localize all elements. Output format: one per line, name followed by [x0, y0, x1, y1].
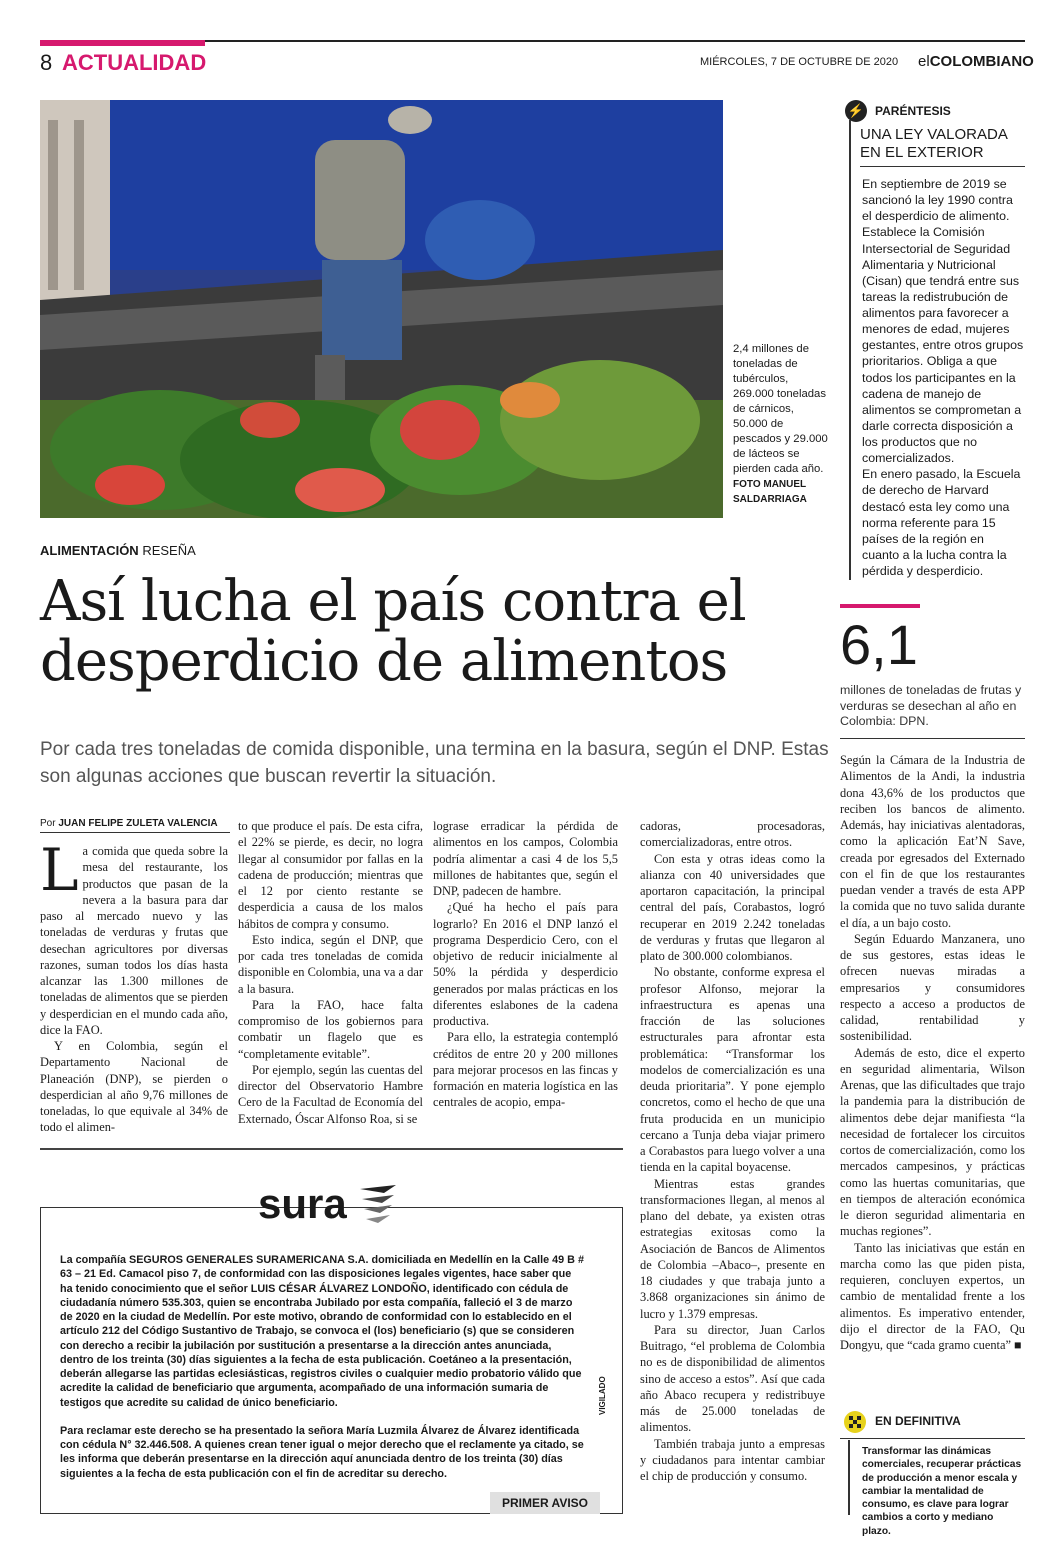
byline-prefix: Por	[40, 818, 56, 829]
sidebar-paragraph: En enero pasado, la Escuela de derecho de Harvard destacó esta ley como una norma referente para 15 países de la región en cuanto a la lucha contra la pérdida y desperdicio.	[862, 467, 1021, 578]
article-paragraph: Según la Cámara de la Industria de Alimentos de la Andi, la industria dona 43,6% de los productos que reciben los bancos de alimento. Además, hay iniciativas alentadoras, como la aplicación Eat’N Save, creada por egresados del Externado con el fin de que los restaurantes puedan vender a través de esta APP la comida que no tuvo salida durante el día, a un bajo costo.	[840, 753, 1025, 930]
article-paragraph: ¿Qué ha hecho el país para lograrlo? En 2016 el DNP lanzó el programa Desperdicio Cero, con el objetivo de reducir inicialmente al 50% la pérdida y desperdicio generados por malas prácticas en los diferentes eslabones de la cadena productiva.	[433, 900, 618, 1028]
headline: Así lucha el país contra el desperdicio de alimentos	[40, 569, 746, 695]
byline-name: JUAN FELIPE ZULETA VALENCIA	[58, 818, 218, 829]
article-column-2	[238, 818, 423, 1127]
article-paragraph: Y en Colombia, según el Departamento Nacional de Planeación (DNP), se pierden o desperdician al año 9,76 millones de toneladas, lo que equivale al 34% de todo el alimen-	[40, 1039, 228, 1135]
stat-description: millones de toneladas de frutas y verduras se desechan al año en Colombia: DPN.	[840, 683, 1022, 728]
legal-notice-text	[60, 1253, 585, 1495]
legal-paragraph: Para reclamar este derecho se ha presentado la señora María Luzmila Álvarez de Álvarez identificada con cédula N° 32.446.508. A quienes crean tener igual o mejor derecho que el reclamente ya citado, se les informa que deberán presentarse en la dirección aquí anunciada dentro de los treinta (30) días siguientes a la fecha de esta publicación con el fin de acreditar su derecho.	[60, 1424, 584, 1480]
article-paragraph: Por ejemplo, según las cuentas del director del Observatorio Hambre Cero de la Facultad de Economía del Externado, Óscar Alfonso Roa, si se	[238, 1062, 423, 1126]
summary-side-bar	[848, 1440, 850, 1515]
summary-rule	[840, 1438, 1025, 1439]
article-column-5	[840, 752, 1025, 1353]
dropcap: L	[40, 836, 79, 904]
sura-logo	[258, 1180, 398, 1231]
stat-value: 6,1	[840, 613, 918, 676]
article-paragraph: lograse erradicar la pérdida de alimentos en los campos, Colombia podría alimentar a casi 4 de los 5,5 millones de habitantes que, según el DNP, padecen de hambre.	[433, 819, 618, 898]
article-photo	[40, 100, 723, 518]
dateline: MIÉRCOLES, 7 DE OCTUBRE DE 2020	[700, 56, 899, 68]
logo-text: sura	[258, 1180, 347, 1227]
article-paragraph: to que produce el país. De esta cifra, el 22% se pierde, es decir, no logra llegar al consumidor por fallas en la cadena de producción; mientras que el 12 por ciento restante se desperdicia a causa de los malos hábitos de compra y consumo.	[238, 819, 423, 931]
sidebar-paragraph: En septiembre de 2019 se sancionó la ley 1990 contra el desperdicio de alimento. Establece la Comisión Intersectorial de Seguridad Alimentaria y Nutricional (Cisan) que tendrá entre sus tareas la redistrubución de alimentos para favorecer a menores de edad, mujeres gestantes, entre otros grupos prioritarios. Obliga a que todos los participantes en la cadena de manejo de alimentos se comprometan a darle correcta disposición a los productos que no comercializados.	[862, 177, 1024, 466]
notice-label: PRIMER AVISO	[490, 1492, 600, 1514]
masthead	[918, 53, 1034, 70]
photo-credit: FOTO MANUEL SALDARRIAGA	[733, 479, 807, 506]
article-paragraph	[40, 836, 228, 1038]
summary-text: Transformar las dinámicas comerciales, recuperar prácticas de producción a menor escala y cambiar la mentalidad de consumo, es clave para lograr cambios a corto y mediano plazo.	[862, 1446, 1022, 1537]
masthead-prefix: el	[918, 53, 930, 70]
article-column-4	[640, 818, 825, 1484]
section-title: ACTUALIDAD	[62, 50, 207, 75]
page-number: 8	[40, 50, 53, 75]
article-paragraph: Tanto las iniciativas que están en marcha como las que piden pista, requieren, concluyen expertos, un cambio de mentalidad frente a los alimentos. Es imperativo entender, dijo el director de la FAO, Qu Dongyu, que “cada gramo cuenta” ■	[840, 1240, 1025, 1352]
byline	[40, 818, 230, 833]
article-paragraph: cadoras, procesadoras, comercializadoras, entre otros.	[640, 819, 825, 850]
article-paragraph: Para su director, Juan Carlos Buitrago, “el problema de Colombia no es de disponibilidad de alimentos sino de acceso a estos”. Así que cada año Abaco recupera y redistribuye más de 25.000 toneladas de alimentos.	[640, 1322, 825, 1435]
article-column-3	[433, 818, 618, 1111]
vigilado-label: VIGILADO	[598, 1376, 607, 1415]
legal-paragraph: La compañía SEGUROS GENERALES SURAMERICANA S.A. domiciliada en Medellín en la Calle 49 B # 63 – 21 Ed. Camacol piso 7, de conformidad con las disposiciones legales vigentes, hace saber que ha tenido conocimiento que el señor LUIS CÉSAR ÁLVAREZ LONDOÑO, identificado con cédula de ciudadanía número 535.303, quien se encontraba Jubilado por esta compañía, falleció el 3 de marzo de 2020 en la ciudad de Medellín. Por este motivo, obrando de conformidad con lo establecido en el artículo 212 del Código Sustantivo de Trabajo, se convoca el (los) beneficiario (s) que se consideren con derecho a recibir la jubilación por sustitución a presentarse a la dirección antes anunciada, dentro de los treinta (30) días siguientes a la fecha de esta publicación. Coetáneo a la presentación, deberán allegarse las partidas eclesiásticas, registros civiles o cualquier medio probatorio válido que acredite la calidad de beneficiario que argumenta, acompañado de una información sumaria de testigos que acredite su calidad de único beneficiario.	[60, 1254, 584, 1409]
stat-accent-bar	[840, 604, 920, 608]
article-paragraph: Para la FAO, hace falta compromiso de los gobiernos para combatir un flagelo que es “completamente evitable”.	[238, 997, 423, 1061]
article-column-1	[40, 836, 228, 1136]
article-paragraph: Según Eduardo Manzanera, uno de sus gestores, estas ideas le ofrecen nuevas miradas a empresarios y consumidores respecto a acceso a productos de calidad, rentabilidad y sostenibilidad.	[840, 931, 1025, 1044]
article-paragraph: Mientras estas grandes transformaciones llegan, al menos al plano del debate, ya existen otras estrategias exitosas como la Asociación de Bancos de Alimentos de Colombia –Abaco–, presente en 18 ciudades y que trabaja junto a 3.868 organizaciones sin ánimo de lucro y 1.379 empresas.	[640, 1176, 825, 1321]
article-paragraph: Con esta y otras ideas como la alianza con 40 universidades que aportaron capacitación, la principal central del país, Corabastos, logró recuperar en 2019 2.242 toneladas de verduras y frutas que llegaron al plato de 300.000 colombianos.	[640, 851, 825, 963]
article-paragraph: Además de esto, dice el experto en seguridad alimentaria, Wilson Arenas, que las dificultades que trajo la pandemia para la distribución de alimentos debe dejar manifiesta “la necesidad de fortalecer los circuitos cortos de comercialización, como los mercados campesinos, y prácticas como las huertas comunitarias, que en tiempos de alteración económica le dieron seguridad alimentaria en muchas regiones”.	[840, 1045, 1025, 1239]
sidebar-rule	[849, 120, 851, 580]
kicker	[40, 543, 196, 558]
ad-top-rule	[40, 1148, 623, 1150]
kicker-topic: ALIMENTACIÓN	[40, 543, 139, 558]
summary-label: EN DEFINITIVA	[875, 1414, 961, 1428]
sidebar-title: UNA LEY VALORADA EN EL EXTERIOR	[860, 126, 1025, 167]
sidebar-label: PARÉNTESIS	[875, 104, 951, 118]
masthead-name: COLOMBIANO	[929, 53, 1034, 70]
section-accent-bar	[40, 40, 205, 46]
photo-caption	[733, 342, 828, 507]
bolt-icon: ⚡	[845, 100, 867, 122]
kicker-type: RESEÑA	[142, 543, 196, 558]
sura-wing-icon	[358, 1183, 398, 1231]
caption-text: 2,4 millones de toneladas de tubérculos, 269.000 toneladas de cárnicos, 50.000 de pescados y 29.000 de lácteos se pierden cada año.	[733, 343, 828, 476]
article-paragraph: Esto indica, según el DNP, que por cada tres toneladas de comida disponible en Colombia, una va a dar a la basura.	[238, 932, 423, 996]
stat-rule	[840, 738, 1025, 739]
paragraph-text: a comida que queda sobre la mesa del restaurante, los productos que pasan de la nevera a la basura para dar paso al mercado nuevo y las toneladas de verduras y frutas que desechan agricultores por diversas razones, suman todos los días hasta alcanzar las 1.300 millones de toneladas de alimentos que se pierden y desperdician en el mundo cada año, dice la FAO.	[40, 844, 228, 1037]
article-paragraph: Para ello, la estrategia contempló créditos de entre 20 y 200 millones para mejorar procesos en las fincas y formación en materia logística en las centrales de acopio, empa-	[433, 1030, 618, 1110]
checkered-icon	[843, 1410, 867, 1434]
article-paragraph: No obstante, conforme expresa el profesor Alfonso, mejorar la infraestructura es apenas una fracción de las soluciones estructurales para afrontar esta problemática: “Transformar los modelos de comercialización es una deuda prioritaria”. Y pone ejemplo concretos, como el hecho de que una fruta producida en un municipio cercano a Tunja deba viajar primero a Corabastos para luego volver a una tienda en la capital boyacense.	[640, 965, 825, 1175]
deck: Por cada tres toneladas de comida disponible, una termina en la basura, según el DNP. Estas son algunas acciones que buscan revertir la situación.	[40, 739, 829, 787]
sidebar-body	[862, 176, 1024, 579]
article-paragraph: También trabaja junto a empresas y ciudadanos para intentar cambiar el chip de producción y consumo.	[640, 1436, 825, 1483]
